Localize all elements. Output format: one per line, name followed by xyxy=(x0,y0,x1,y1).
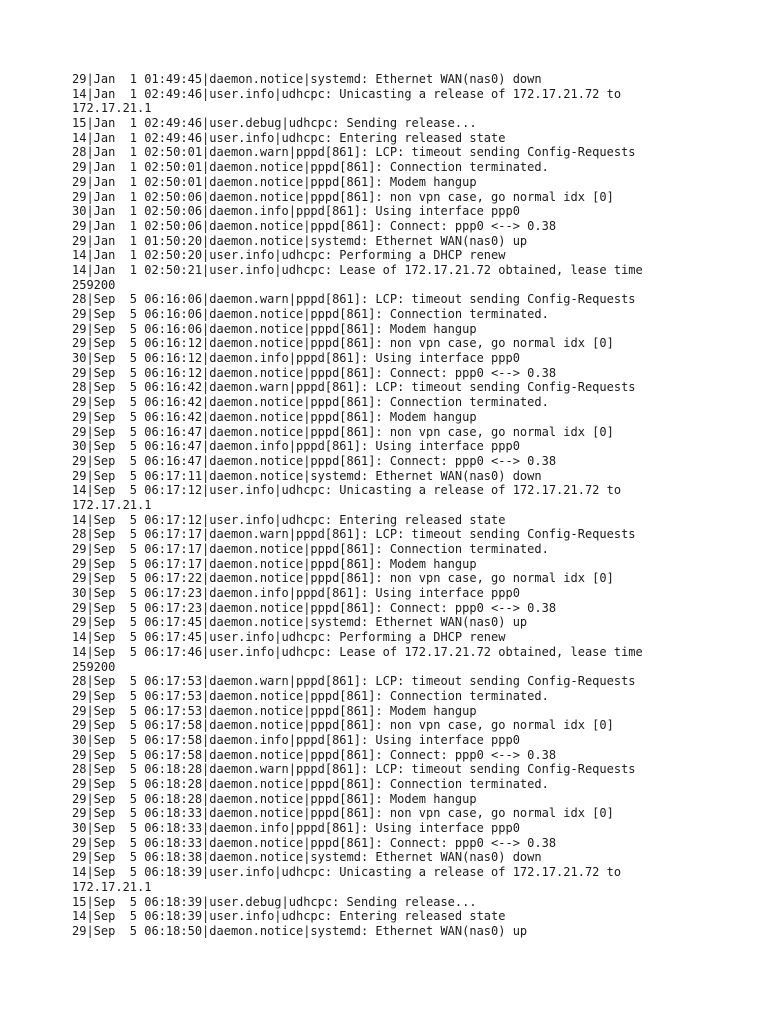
log-line: 29|Jan 1 02:50:06|daemon.notice|pppd[861]: non vpn case, go normal idx [0] xyxy=(72,189,614,204)
log-line: 14|Sep 5 06:17:46|user.info|udhcpc: Lease of 172.17.21.72 obtained, lease time xyxy=(72,644,643,659)
log-line: 29|Sep 5 06:17:53|daemon.notice|pppd[861]: Modem hangup xyxy=(72,703,477,718)
log-line: 29|Jan 1 02:50:01|daemon.notice|pppd[861]: Modem hangup xyxy=(72,174,477,189)
log-line: 15|Sep 5 06:18:39|user.debug|udhcpc: Sending release... xyxy=(72,894,477,909)
log-line: 29|Sep 5 06:18:38|daemon.notice|systemd: Ethernet WAN(nas0) down xyxy=(72,850,542,865)
log-line: 30|Sep 5 06:16:47|daemon.info|pppd[861]: Using interface ppp0 xyxy=(72,439,520,454)
log-line: 172.17.21.1 xyxy=(72,497,152,512)
log-line: 30|Sep 5 06:16:12|daemon.info|pppd[861]: Using interface ppp0 xyxy=(72,351,520,366)
log-line: 29|Sep 5 06:17:53|daemon.notice|pppd[861]: Connection terminated. xyxy=(72,688,549,703)
log-line: 28|Jan 1 02:50:01|daemon.warn|pppd[861]: LCP: timeout sending Config-Requests xyxy=(72,145,636,160)
log-line: 30|Jan 1 02:50:06|daemon.info|pppd[861]: Using interface ppp0 xyxy=(72,204,520,219)
log-line: 29|Sep 5 06:16:47|daemon.notice|pppd[861]: Connect: ppp0 <--> 0.38 xyxy=(72,453,557,468)
log-line: 28|Sep 5 06:16:06|daemon.warn|pppd[861]: LCP: timeout sending Config-Requests xyxy=(72,292,636,307)
log-line: 259200 xyxy=(72,277,116,292)
log-line: 14|Jan 1 02:50:20|user.info|udhcpc: Performing a DHCP renew xyxy=(72,248,506,263)
log-document xyxy=(72,72,732,939)
log-line: 28|Sep 5 06:18:28|daemon.warn|pppd[861]: LCP: timeout sending Config-Requests xyxy=(72,762,636,777)
log-line: 29|Sep 5 06:18:33|daemon.notice|pppd[861]: non vpn case, go normal idx [0] xyxy=(72,806,614,821)
log-line: 14|Jan 1 02:49:46|user.info|udhcpc: Unicasting a release of 172.17.21.72 to xyxy=(72,86,622,101)
log-line: 29|Sep 5 06:17:11|daemon.notice|systemd: Ethernet WAN(nas0) down xyxy=(72,468,542,483)
log-line: 29|Sep 5 06:16:06|daemon.notice|pppd[861]: Modem hangup xyxy=(72,321,477,336)
log-line: 29|Sep 5 06:18:50|daemon.notice|systemd: Ethernet WAN(nas0) up xyxy=(72,923,528,938)
log-line: 29|Sep 5 06:16:42|daemon.notice|pppd[861]: Connection terminated. xyxy=(72,395,549,410)
log-line: 15|Jan 1 02:49:46|user.debug|udhcpc: Sending release... xyxy=(72,116,477,131)
log-line: 29|Sep 5 06:18:33|daemon.notice|pppd[861]: Connect: ppp0 <--> 0.38 xyxy=(72,835,557,850)
log-line: 29|Jan 1 01:49:45|daemon.notice|systemd: Ethernet WAN(nas0) down xyxy=(72,72,542,86)
log-line: 14|Jan 1 02:50:21|user.info|udhcpc: Lease of 172.17.21.72 obtained, lease time xyxy=(72,262,643,277)
log-line: 172.17.21.1 xyxy=(72,101,152,116)
log-line: 30|Sep 5 06:17:23|daemon.info|pppd[861]: Using interface ppp0 xyxy=(72,586,520,601)
log-line: 30|Sep 5 06:18:33|daemon.info|pppd[861]: Using interface ppp0 xyxy=(72,821,520,836)
log-line: 29|Sep 5 06:17:58|daemon.notice|pppd[861]: non vpn case, go normal idx [0] xyxy=(72,718,614,733)
log-line: 29|Sep 5 06:16:42|daemon.notice|pppd[861]: Modem hangup xyxy=(72,409,477,424)
log-line: 29|Sep 5 06:16:12|daemon.notice|pppd[861]: non vpn case, go normal idx [0] xyxy=(72,336,614,351)
log-line: 14|Sep 5 06:17:12|user.info|udhcpc: Unicasting a release of 172.17.21.72 to xyxy=(72,483,622,498)
log-line: 29|Jan 1 02:50:06|daemon.notice|pppd[861]: Connect: ppp0 <--> 0.38 xyxy=(72,218,557,233)
log-line: 14|Jan 1 02:49:46|user.info|udhcpc: Entering released state xyxy=(72,130,506,145)
log-line: 29|Sep 5 06:17:58|daemon.notice|pppd[861]: Connect: ppp0 <--> 0.38 xyxy=(72,747,557,762)
log-line: 29|Sep 5 06:17:23|daemon.notice|pppd[861]: Connect: ppp0 <--> 0.38 xyxy=(72,600,557,615)
log-line: 28|Sep 5 06:17:53|daemon.warn|pppd[861]: LCP: timeout sending Config-Requests xyxy=(72,674,636,689)
log-line: 29|Jan 1 01:50:20|daemon.notice|systemd: Ethernet WAN(nas0) up xyxy=(72,233,528,248)
log-line: 28|Sep 5 06:17:17|daemon.warn|pppd[861]: LCP: timeout sending Config-Requests xyxy=(72,527,636,542)
log-line: 29|Sep 5 06:17:45|daemon.notice|systemd: Ethernet WAN(nas0) up xyxy=(72,615,528,630)
log-line: 14|Sep 5 06:17:12|user.info|udhcpc: Entering released state xyxy=(72,512,506,527)
log-line: 14|Sep 5 06:18:39|user.info|udhcpc: Unicasting a release of 172.17.21.72 to xyxy=(72,865,622,880)
log-line: 29|Sep 5 06:17:17|daemon.notice|pppd[861]: Connection terminated. xyxy=(72,542,549,556)
log-line: 28|Sep 5 06:16:42|daemon.warn|pppd[861]: LCP: timeout sending Config-Requests xyxy=(72,380,636,395)
log-line: 29|Sep 5 06:17:22|daemon.notice|pppd[861]: non vpn case, go normal idx [0] xyxy=(72,571,614,586)
log-line: 14|Sep 5 06:17:45|user.info|udhcpc: Performing a DHCP renew xyxy=(72,630,506,645)
log-line: 14|Sep 5 06:18:39|user.info|udhcpc: Entering released state xyxy=(72,909,506,924)
log-line: 29|Sep 5 06:16:12|daemon.notice|pppd[861]: Connect: ppp0 <--> 0.38 xyxy=(72,365,557,380)
log-line: 29|Sep 5 06:16:06|daemon.notice|pppd[861]: Connection terminated. xyxy=(72,307,549,321)
log-line: 29|Sep 5 06:18:28|daemon.notice|pppd[861]: Modem hangup xyxy=(72,791,477,806)
log-line: 29|Jan 1 02:50:01|daemon.notice|pppd[861]: Connection terminated. xyxy=(72,160,549,175)
log-line: 30|Sep 5 06:17:58|daemon.info|pppd[861]: Using interface ppp0 xyxy=(72,732,520,747)
log-line: 172.17.21.1 xyxy=(72,879,152,894)
log-line: 29|Sep 5 06:16:47|daemon.notice|pppd[861]: non vpn case, go normal idx [0] xyxy=(72,424,614,439)
log-line: 29|Sep 5 06:18:28|daemon.notice|pppd[861]: Connection terminated. xyxy=(72,777,549,791)
log-line: 29|Sep 5 06:17:17|daemon.notice|pppd[861]: Modem hangup xyxy=(72,556,477,571)
log-line: 259200 xyxy=(72,659,116,674)
